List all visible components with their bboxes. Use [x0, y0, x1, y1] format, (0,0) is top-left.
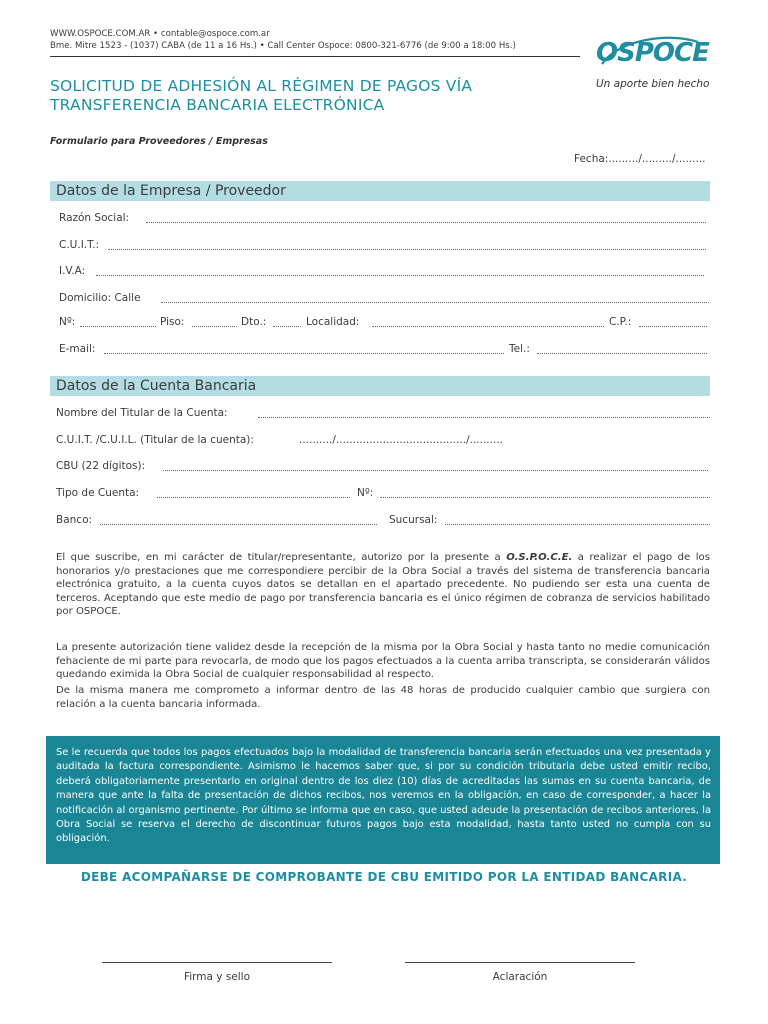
- cuenta-numero-field[interactable]: [380, 497, 710, 498]
- firma-label: Firma y sello: [183, 971, 251, 983]
- email-field[interactable]: [104, 353, 504, 354]
- form-subtitle: Formulario para Proveedores / Empresas: [50, 136, 268, 147]
- firma-signature-line[interactable]: [102, 962, 332, 963]
- section-heading-cuenta: Datos de la Cuenta Bancaria: [50, 376, 710, 396]
- email-label: E-mail:: [59, 343, 96, 355]
- localidad-label: Localidad:: [306, 316, 360, 328]
- titular-field[interactable]: [258, 417, 710, 418]
- cuit-field[interactable]: [108, 249, 706, 250]
- numero-field[interactable]: [80, 326, 156, 327]
- tipo-cuenta-field[interactable]: [157, 497, 350, 498]
- cp-label: C.P.:: [609, 316, 632, 328]
- domicilio-label: Domicilio: Calle: [59, 292, 141, 304]
- sucursal-label: Sucursal:: [389, 514, 438, 526]
- tipo-cuenta-label: Tipo de Cuenta:: [56, 487, 140, 499]
- header-divider: [50, 56, 580, 57]
- contact-web-email: WWW.OSPOCE.COM.AR • contable@ospoce.com.ar: [50, 29, 270, 39]
- aclaracion-signature-line[interactable]: [405, 962, 635, 963]
- iva-label: I.V.A:: [59, 265, 86, 277]
- titular-label: Nombre del Titular de la Cuenta:: [56, 407, 228, 419]
- validity-paragraph: La presente autorización tiene validez desde la recepción de la misma por la Obra Social y hasta tanto no medie comunicación fehaciente de mi parte para revocarla, de modo que los pagos efectuados a la cuenta arriba transcripta, se considerarán válidos quedando eximida la Obra Social de cualquier responsabilidad al respecto.: [56, 642, 710, 681]
- banco-label: Banco:: [56, 514, 93, 526]
- sucursal-field[interactable]: [445, 524, 710, 525]
- dto-label: Dto.:: [241, 316, 267, 328]
- tel-label: Tel.:: [509, 343, 530, 355]
- section-heading-empresa: Datos de la Empresa / Proveedor: [50, 181, 710, 201]
- authorization-paragraph: El que suscribe, en mi carácter de titular/representante, autorizo por la presente a O.S.P.O.C.E. a realizar el pago de los honorarios y/o prestaciones que me correspondiere percibir de la Obra Social a través del sistema de transferencia bancaria electrónica gratuito, a la cuenta cuyos datos se detallan en el apartado precedente. No pudiendo ser esta una cuenta de terceros. Aceptando que este medio de pago por transferencia bancaria es el único régimen de cobranza de servicios habilitado por OSPOCE.: [56, 552, 710, 618]
- payment-notice-box: Se le recuerda que todos los pagos efectuados bajo la modalidad de transferencia bancaria serán efectuados una vez presentada y auditada la factura correspondiente. Asimismo le hacemos saber que, si por su condición tributaria debe usted emitir recibo, deberá obligatoriamente presentarlo en original dentro de los diez (10) días de acreditadas las sumas en su cuenta bancaria, de manera que ante la falta de presentación de dichos recibos, nos veremos en la obligación, en caso de corresponder, a hacer la notificación al organismo pertinente. Por último se informa que en caso, que usted adeude la presentación de recibos anteriores, la Obra Social se reserva el derecho de discontinuar futuros pagos bajo esta modalidad, hasta tanto usted no cumpla con su obligación.: [46, 736, 720, 864]
- piso-label: Piso:: [160, 316, 185, 328]
- domicilio-field[interactable]: [161, 302, 709, 303]
- form-title-line1: SOLICITUD DE ADHESIÓN AL RÉGIMEN DE PAGOS VÍA: [50, 77, 473, 95]
- contact-address-phone: Bme. Mitre 1523 - (1037) CABA (de 11 a 16 Hs.) • Call Center Ospoce: 0800-321-6776 (de 9:00 a 18:00 Hs.): [50, 41, 516, 51]
- cbu-field[interactable]: [163, 470, 708, 471]
- commitment-paragraph: De la misma manera me comprometo a informar dentro de las 48 horas de producido cualquier cambio que surgiera con relación a la cuenta bancaria informada.: [56, 685, 710, 710]
- cuit-label: C.U.I.T.:: [59, 239, 100, 251]
- piso-field[interactable]: [192, 326, 237, 327]
- cuit-cuil-field[interactable]: ........../......................................./..........: [299, 434, 503, 446]
- iva-field[interactable]: [96, 275, 704, 276]
- cp-field[interactable]: [639, 326, 707, 327]
- aclaracion-label: Aclaración: [492, 971, 548, 983]
- dto-field[interactable]: [273, 326, 301, 327]
- razon-social-label: Razón Social:: [59, 212, 130, 224]
- razon-social-field[interactable]: [146, 222, 706, 223]
- date-field[interactable]: Fecha:........./........./.........: [574, 153, 706, 165]
- numero-label: Nº:: [59, 316, 76, 328]
- cuit-cuil-label: C.U.I.T. /C.U.I.L. (Titular de la cuenta):: [56, 434, 254, 446]
- logo-tagline: Un aporte bien hecho: [596, 78, 710, 90]
- cbu-label: CBU (22 dígitos):: [56, 460, 146, 472]
- cuenta-numero-label: Nº:: [357, 487, 374, 499]
- ospoce-logo: OSPOCE: [596, 38, 709, 68]
- tel-field[interactable]: [537, 353, 707, 354]
- banco-field[interactable]: [100, 524, 377, 525]
- localidad-field[interactable]: [372, 326, 604, 327]
- cbu-requirement-warning: DEBE ACOMPAÑARSE DE COMPROBANTE DE CBU EMITIDO POR LA ENTIDAD BANCARIA.: [80, 870, 688, 884]
- form-title-line2: TRANSFERENCIA BANCARIA ELECTRÓNICA: [50, 96, 385, 114]
- ospoce-brand-mention: O.S.P.O.C.E.: [506, 552, 573, 563]
